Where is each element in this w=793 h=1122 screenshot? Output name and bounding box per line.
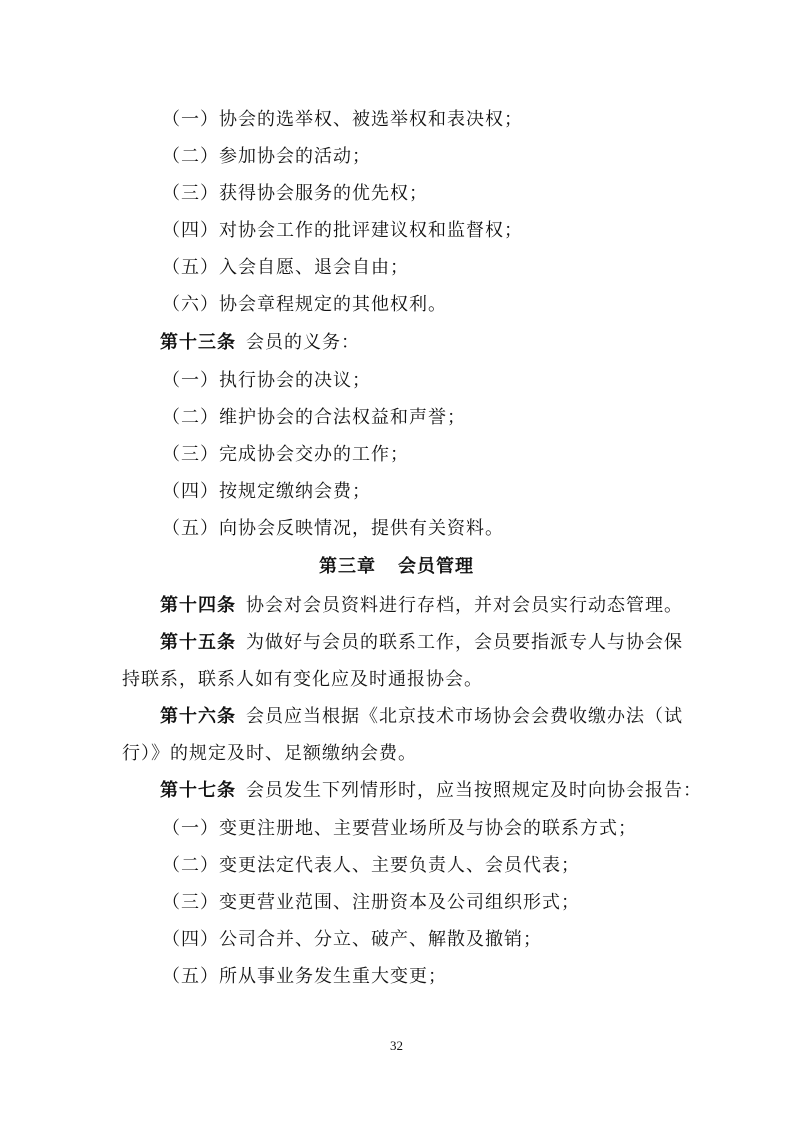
page-number: 32 bbox=[390, 1038, 403, 1053]
article-14-text: 协会对会员资料进行存档，并对会员实行动态管理。 bbox=[246, 595, 683, 616]
article-16-label: 第十六条 bbox=[160, 706, 236, 727]
article-17-label: 第十七条 bbox=[160, 780, 236, 801]
chapter-heading bbox=[0, 548, 793, 585]
article-17-text: 会员发生下列情形时，应当按照规定及时向协会报告： bbox=[246, 780, 702, 801]
rights-item-3: （三）获得协会服务的优先权； bbox=[162, 183, 428, 204]
article-13 bbox=[0, 324, 793, 361]
article-16-continuation: 行）》的规定及时、足额缴纳会费。 bbox=[122, 743, 417, 764]
rights-item-4: （四）对协会工作的批评建议权和监督权； bbox=[162, 220, 523, 241]
article-16-text-line1: 会员应当根据《北京技术市场协会会费收缴办法（试 bbox=[246, 706, 683, 727]
report-item-2: （二）变更法定代表人、主要负责人、会员代表； bbox=[162, 855, 580, 876]
report-item-4: （四）公司合并、分立、破产、解散及撤销； bbox=[162, 929, 542, 950]
rights-item-5: （五）入会自愿、退会自由； bbox=[162, 257, 409, 278]
article-15-continuation: 持联系，联系人如有变化应及时通报协会。 bbox=[122, 669, 483, 690]
article-14-label: 第十四条 bbox=[160, 595, 236, 616]
rights-item-1: （一）协会的选举权、被选举权和表决权； bbox=[162, 109, 523, 130]
article-15-label: 第十五条 bbox=[160, 632, 236, 653]
duty-item-2: （二）维护协会的合法权益和声誉； bbox=[162, 407, 466, 428]
article-17 bbox=[0, 772, 793, 809]
article-13-label: 第十三条 bbox=[160, 332, 236, 353]
duty-item-5: （五）向协会反映情况，提供有关资料。 bbox=[162, 518, 504, 539]
article-15-text-line1: 为做好与会员的联系工作，会员要指派专人与协会保 bbox=[246, 632, 683, 653]
chapter-title: 会员管理 bbox=[398, 556, 474, 577]
duty-item-4: （四）按规定缴纳会费； bbox=[162, 481, 371, 502]
report-item-5: （五）所从事业务发生重大变更； bbox=[162, 966, 447, 987]
duty-item-1: （一）执行协会的决议； bbox=[162, 370, 371, 391]
report-item-3: （三）变更营业范围、注册资本及公司组织形式； bbox=[162, 892, 580, 913]
duty-item-3: （三）完成协会交办的工作； bbox=[162, 444, 409, 465]
article-15 bbox=[0, 624, 793, 661]
rights-item-2: （二）参加协会的活动； bbox=[162, 146, 371, 167]
article-16 bbox=[0, 698, 793, 735]
article-13-text: 会员的义务： bbox=[246, 332, 360, 353]
rights-item-6: （六）协会章程规定的其他权利。 bbox=[162, 294, 447, 315]
article-14 bbox=[0, 587, 793, 624]
chapter-number: 第三章 bbox=[319, 556, 376, 577]
report-item-1: （一）变更注册地、主要营业场所及与协会的联系方式； bbox=[162, 818, 637, 839]
